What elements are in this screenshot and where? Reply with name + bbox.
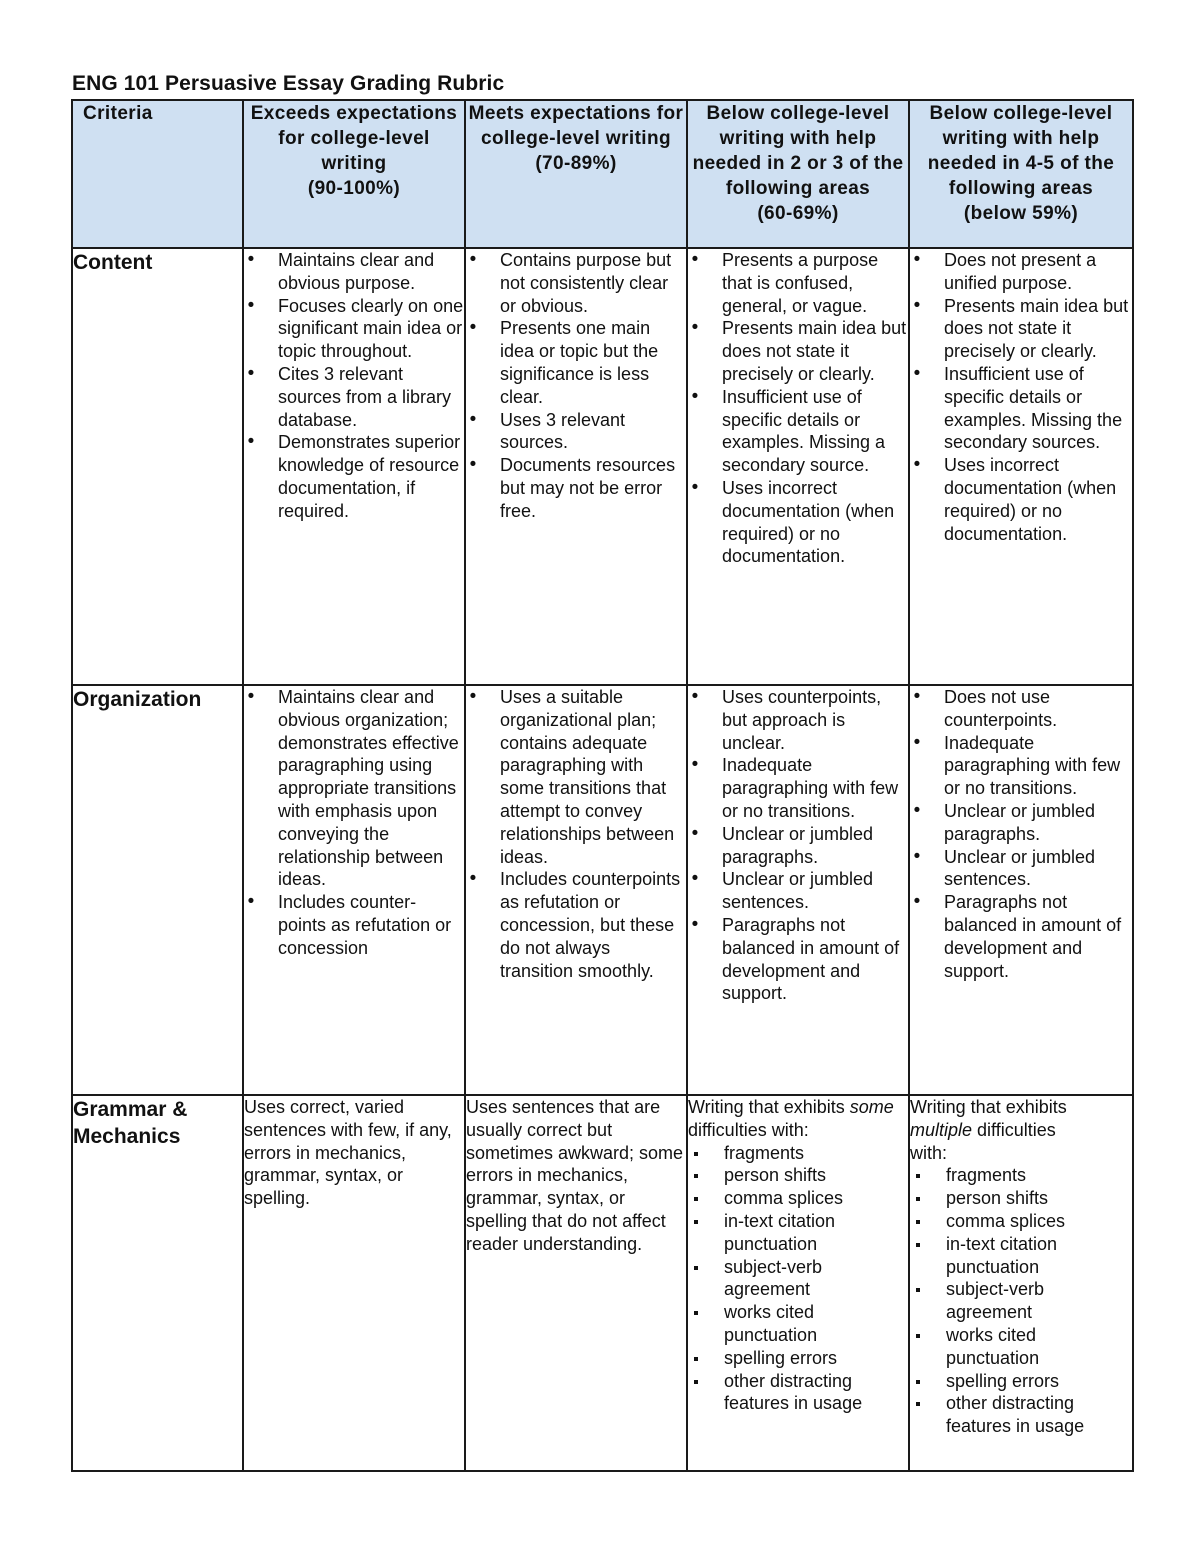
list-item: other distracting features in usage: [724, 1370, 908, 1416]
grammar-exceeds: Uses correct, varied sentences with few, if any, errors in mechanics, grammar, syntax, or spelling.: [243, 1095, 465, 1471]
content-exceeds: [243, 248, 465, 685]
list-item: works cited punctuation: [946, 1324, 1132, 1370]
list-item: fragments: [724, 1142, 908, 1165]
list-item: • Demonstrates superior knowledge of resource documentation, if required.: [278, 431, 464, 522]
bullet-list: [910, 686, 1132, 982]
list-item: • Presents main idea but does not state it precisely or clearly.: [722, 317, 908, 385]
list-item: • Presents one main idea or topic but the significance is less clear.: [500, 317, 686, 408]
bullet-list: [910, 1164, 1132, 1438]
bullet-list: [244, 249, 464, 523]
row-grammar: [72, 1095, 1133, 1471]
header-criteria: Criteria: [72, 100, 243, 248]
list-item: • Uses 3 relevant sources.: [500, 409, 686, 455]
criteria-content: Content: [72, 248, 243, 685]
list-item: subject-verb agreement: [724, 1256, 908, 1302]
header-row: [72, 100, 1133, 248]
list-item: • Inadequate paragraphing with few or no transitions.: [722, 754, 908, 822]
rubric-table: [71, 99, 1134, 1472]
list-item: • Maintains clear and obvious organization; demonstrates effective paragraphing using appropriate transitions with emphasis upon conveying the relationship between ideas.: [278, 686, 464, 891]
list-item: person shifts: [724, 1164, 908, 1187]
list-item: • Contains purpose but not consistently clear or obvious.: [500, 249, 686, 317]
grammar-meets: Uses sentences that are usually correct but sometimes awkward; some errors in mechanics, grammar, syntax, or spelling that do not affect reader understanding.: [465, 1095, 687, 1471]
grammar-below-4-5: [909, 1095, 1133, 1471]
list-item: • Presents main idea but does not state it precisely or clearly.: [944, 295, 1132, 363]
criteria-grammar: Grammar & Mechanics: [72, 1095, 243, 1471]
header-exceeds: Exceeds expectations for college-level writing (90-100%): [243, 100, 465, 248]
content-below-4-5: [909, 248, 1133, 685]
list-item: • Unclear or jumbled sentences.: [722, 868, 908, 914]
list-item: • Focuses clearly on one significant main idea or topic throughout.: [278, 295, 464, 363]
organization-below-2-3: [687, 685, 909, 1095]
list-item: • Uses counterpoints, but approach is unclear.: [722, 686, 908, 754]
list-item: spelling errors: [724, 1347, 908, 1370]
list-item: • Inadequate paragraphing with few or no transitions.: [944, 732, 1132, 800]
list-item: subject-verb agreement: [946, 1278, 1132, 1324]
list-item: • Paragraphs not balanced in amount of development and support.: [944, 891, 1132, 982]
list-item: • Paragraphs not balanced in amount of development and support.: [722, 914, 908, 1005]
list-item: • Includes counterpoints as refutation or concession, but these do not always transition smoothly.: [500, 868, 686, 982]
list-item: other distracting features in usage: [946, 1392, 1132, 1438]
list-item: comma splices: [724, 1187, 908, 1210]
list-item: • Unclear or jumbled sentences.: [944, 846, 1132, 892]
list-item: works cited punctuation: [724, 1301, 908, 1347]
list-item: fragments: [946, 1164, 1132, 1187]
page-title: ENG 101 Persuasive Essay Grading Rubric: [72, 72, 505, 95]
bullet-list: [466, 249, 686, 523]
header-below-4-5: Below college-level writing with help needed in 4-5 of the following areas (below 59%): [909, 100, 1133, 248]
header-below-2-3: Below college-level writing with help needed in 2 or 3 of the following areas (60-69%): [687, 100, 909, 248]
list-item: • Unclear or jumbled paragraphs.: [722, 823, 908, 869]
organization-below-4-5: [909, 685, 1133, 1095]
bullet-list: [910, 249, 1132, 545]
bullet-list: [244, 686, 464, 960]
list-item: • Insufficient use of specific details or examples. Missing the secondary sources.: [944, 363, 1132, 454]
list-item: • Includes counter-points as refutation or concession: [278, 891, 464, 959]
organization-meets: [465, 685, 687, 1095]
list-item: • Cites 3 relevant sources from a library database.: [278, 363, 464, 431]
grammar-below-2-3-intro: Writing that exhibits some difficulties with:: [688, 1097, 894, 1140]
list-item: spelling errors: [946, 1370, 1132, 1393]
content-below-2-3: [687, 248, 909, 685]
list-item: • Uses incorrect documentation (when required) or no documentation.: [944, 454, 1132, 545]
list-item: • Unclear or jumbled paragraphs.: [944, 800, 1132, 846]
list-item: • Maintains clear and obvious purpose.: [278, 249, 464, 295]
list-item: • Insufficient use of specific details or examples. Missing a secondary source.: [722, 386, 908, 477]
bullet-list: [688, 249, 908, 568]
list-item: • Documents resources but may not be error free.: [500, 454, 686, 522]
grammar-below-2-3: [687, 1095, 909, 1471]
bullet-list: [466, 686, 686, 982]
list-item: • Uses a suitable organizational plan; contains adequate paragraphing with some transitions that attempt to convey relationships between ideas.: [500, 686, 686, 868]
header-meets: Meets expectations for college-level writing (70-89%): [465, 100, 687, 248]
list-item: in-text citation punctuation: [724, 1210, 908, 1256]
list-item: • Does not present a unified purpose.: [944, 249, 1132, 295]
grammar-below-4-5-intro: Writing that exhibits multiple difficulties with:: [910, 1097, 1067, 1163]
organization-exceeds: [243, 685, 465, 1095]
list-item: • Presents a purpose that is confused, general, or vague.: [722, 249, 908, 317]
list-item: • Does not use counterpoints.: [944, 686, 1132, 732]
criteria-organization: Organization: [72, 685, 243, 1095]
list-item: person shifts: [946, 1187, 1132, 1210]
row-organization: [72, 685, 1133, 1095]
row-content: [72, 248, 1133, 685]
content-meets: [465, 248, 687, 685]
list-item: in-text citation punctuation: [946, 1233, 1132, 1279]
list-item: comma splices: [946, 1210, 1132, 1233]
bullet-list: [688, 1142, 908, 1416]
list-item: • Uses incorrect documentation (when required) or no documentation.: [722, 477, 908, 568]
bullet-list: [688, 686, 908, 1005]
